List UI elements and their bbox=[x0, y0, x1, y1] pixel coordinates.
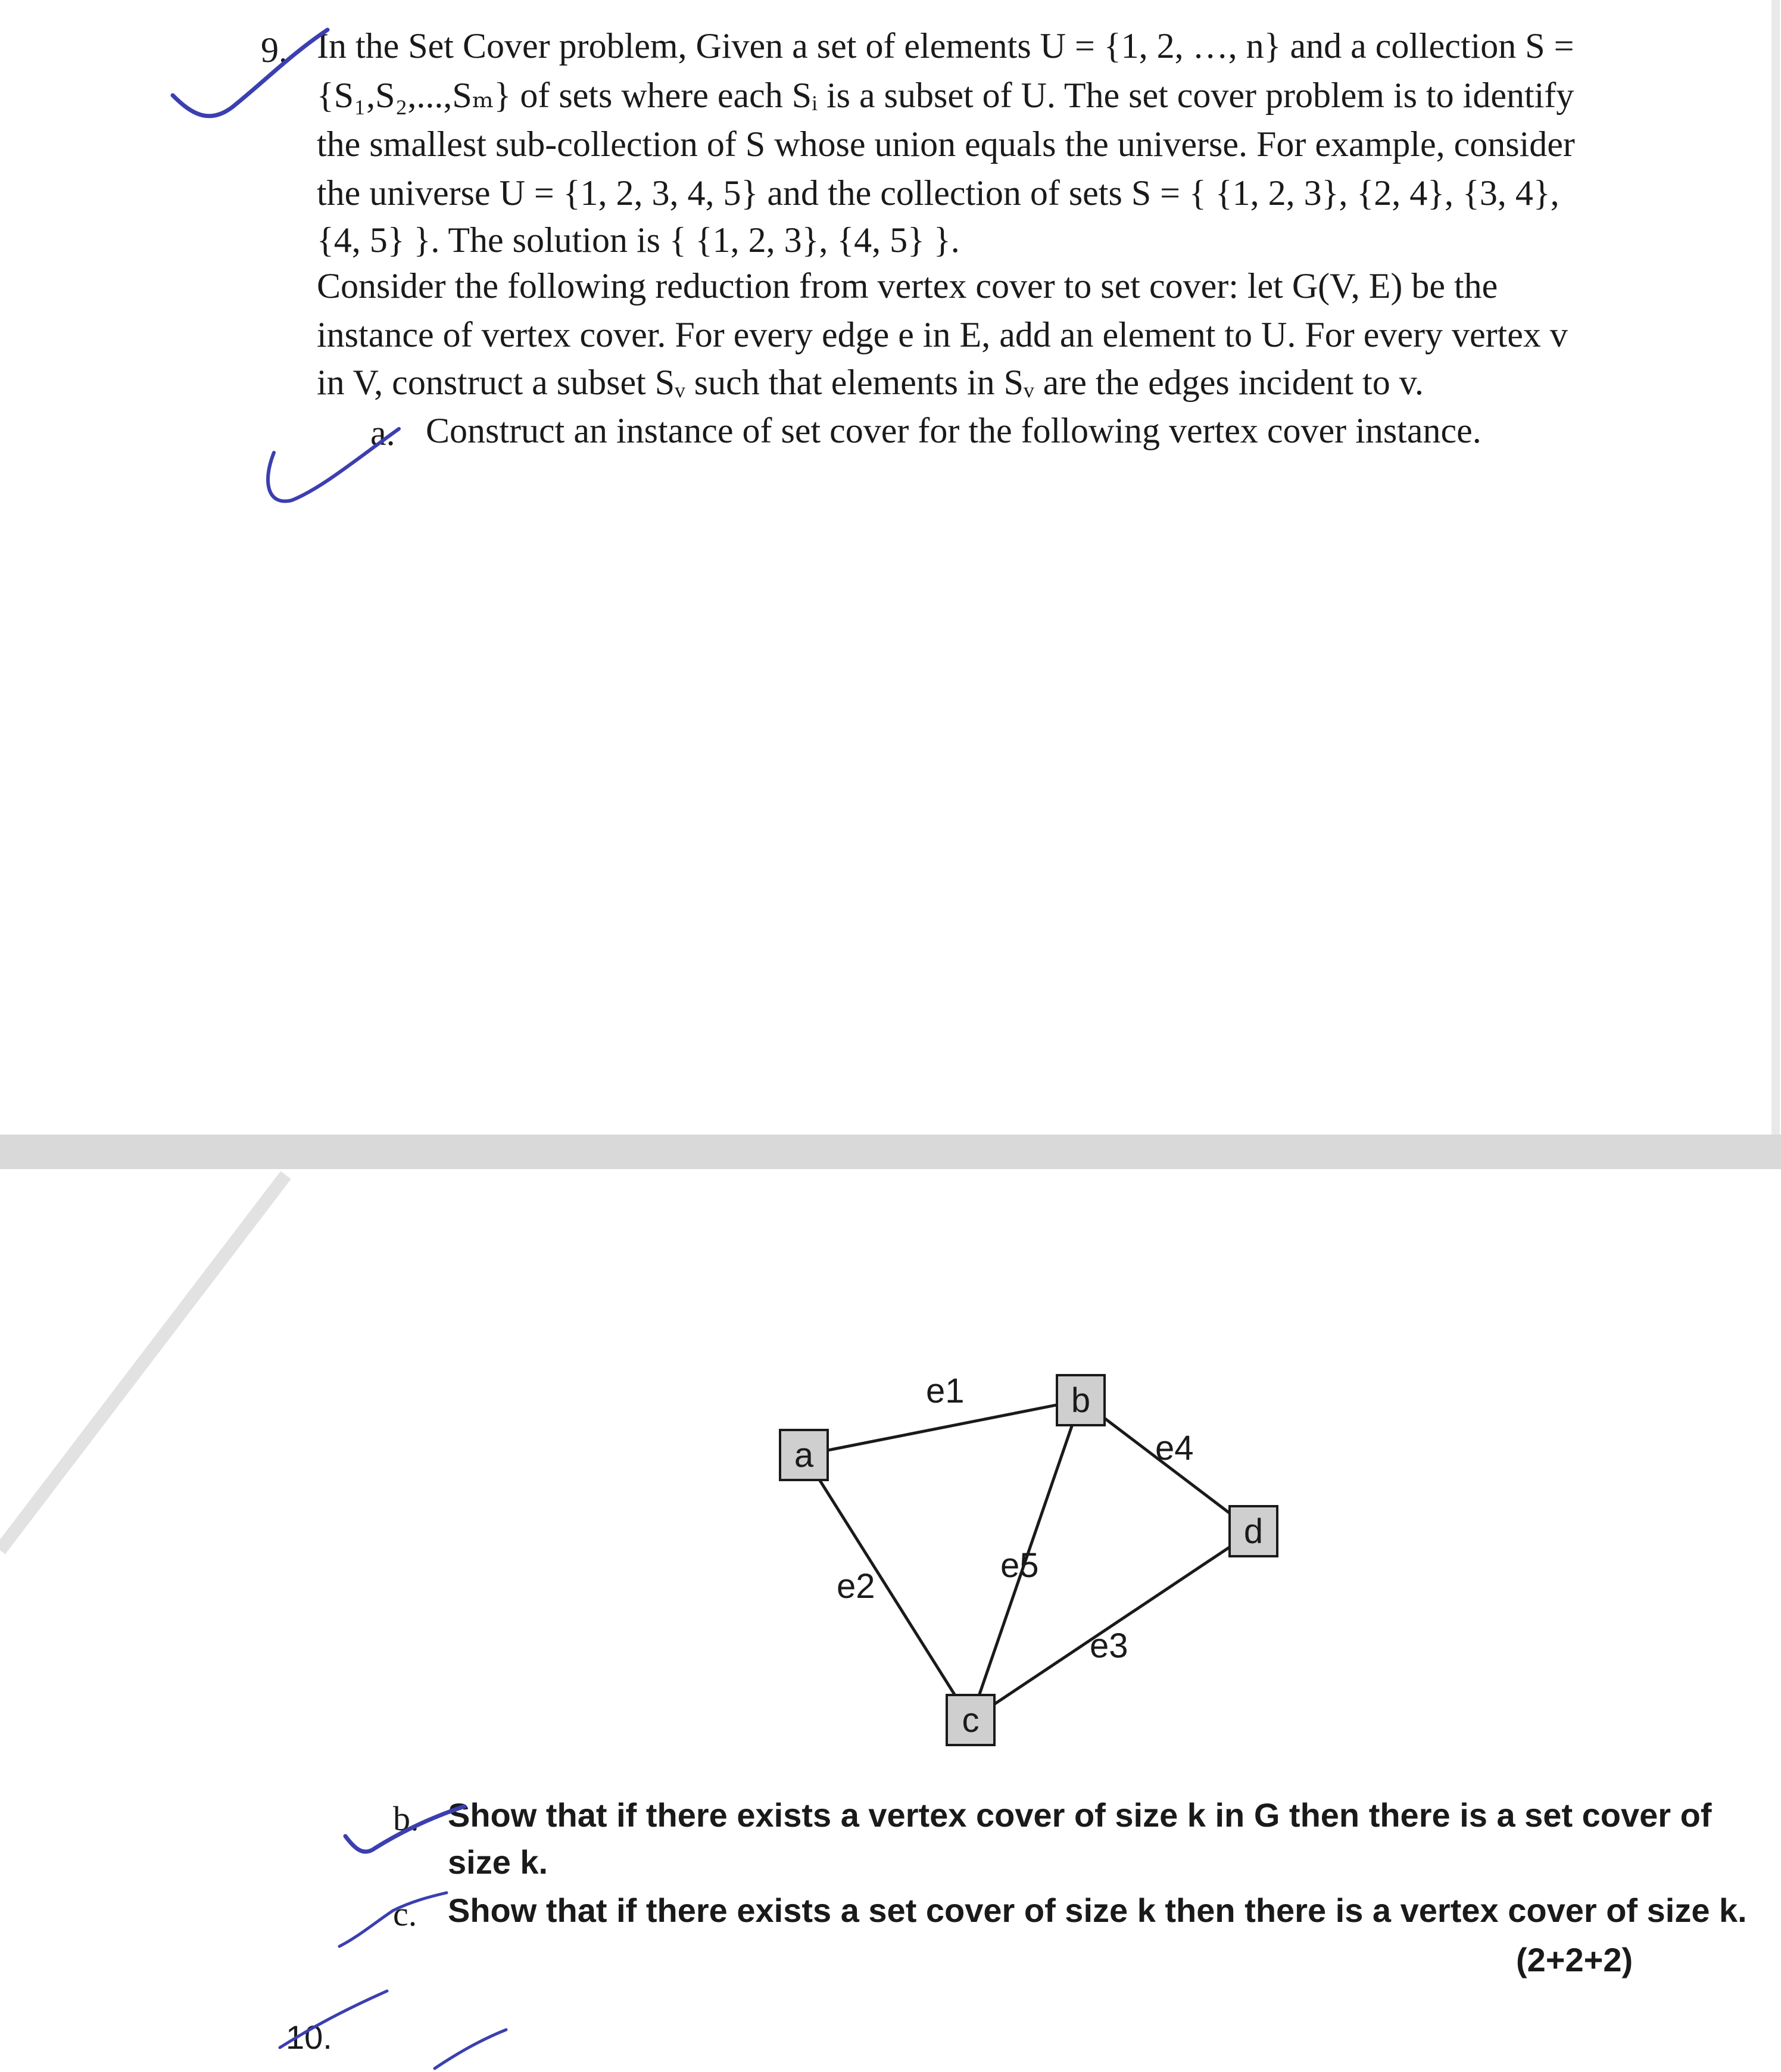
checkmark-icon bbox=[429, 2027, 512, 2072]
edge-label-e5: e5 bbox=[1000, 1546, 1039, 1585]
vertex-label-b: b bbox=[1071, 1381, 1091, 1420]
part-b-line-2: size k. bbox=[448, 1843, 548, 1881]
question-9-line-4: the universe U = {1, 2, 3, 4, 5} and the collection of sets S = { {1, 2, 3}, {2, 4}, {3, 4}, bbox=[317, 173, 1559, 213]
part-a-label: a. bbox=[370, 413, 395, 453]
edge-label-e1: e1 bbox=[926, 1372, 965, 1410]
part-a-text: Construct an instance of set cover for the following vertex cover instance. bbox=[426, 411, 1481, 450]
question-9-line-8: in V, construct a subset Sᵥ such that elements in Sᵥ are the edges incident to v. bbox=[317, 363, 1424, 402]
vertex-label-d: d bbox=[1243, 1512, 1264, 1551]
part-c-label: c. bbox=[393, 1895, 417, 1933]
vertex-cover-graph bbox=[744, 1348, 1310, 1783]
vertex-label-c: c bbox=[962, 1701, 980, 1740]
checkmark-icon bbox=[339, 1800, 470, 1866]
checkmark-icon bbox=[167, 24, 333, 125]
part-c-text: Show that if there exists a set cover of size k then there is a vertex cover of size k. bbox=[448, 1892, 1747, 1929]
checkmark-icon bbox=[274, 1985, 393, 2051]
checkmark-icon bbox=[333, 1890, 453, 1955]
vertex-label-a: a bbox=[794, 1436, 814, 1475]
graph-edge-e2 bbox=[804, 1455, 971, 1720]
page-divider bbox=[0, 1135, 1781, 1169]
scan-streak bbox=[0, 1169, 298, 1556]
question-9-line-5: {4, 5} }. The solution is { {1, 2, 3}, {4, 5} }. bbox=[317, 220, 960, 260]
page-bottom bbox=[0, 1169, 1781, 2072]
marks: (2+2+2) bbox=[1516, 1941, 1633, 1978]
edge-label-e3: e3 bbox=[1090, 1627, 1128, 1665]
edge-label-e2: e2 bbox=[837, 1567, 875, 1606]
question-9-line-1: In the Set Cover problem, Given a set of elements U = {1, 2, …, n} and a collection S = bbox=[317, 26, 1574, 66]
part-b-label: b. bbox=[393, 1799, 419, 1838]
question-9-line-2: {S₁,S₂,...,Sₘ} of sets where each Sᵢ is a subset of U. The set cover problem is to identify bbox=[317, 76, 1574, 115]
question-9-line-3: the smallest sub-collection of S whose union equals the universe. For example, consider bbox=[317, 124, 1575, 164]
question-9-number: 9. bbox=[261, 30, 288, 70]
edge-label-e4: e4 bbox=[1155, 1429, 1194, 1467]
part-b-line-1: Show that if there exists a vertex cover of size k in G then there is a set cover of bbox=[448, 1796, 1712, 1834]
question-9-line-6: Consider the following reduction from vertex cover to set cover: let G(V, E) be the bbox=[317, 266, 1498, 306]
question-9-line-7: instance of vertex cover. For every edge e in E, add an element to U. For every vertex v bbox=[317, 315, 1568, 354]
checkmark-icon bbox=[256, 417, 405, 512]
question-10-number: 10. bbox=[286, 2018, 332, 2056]
